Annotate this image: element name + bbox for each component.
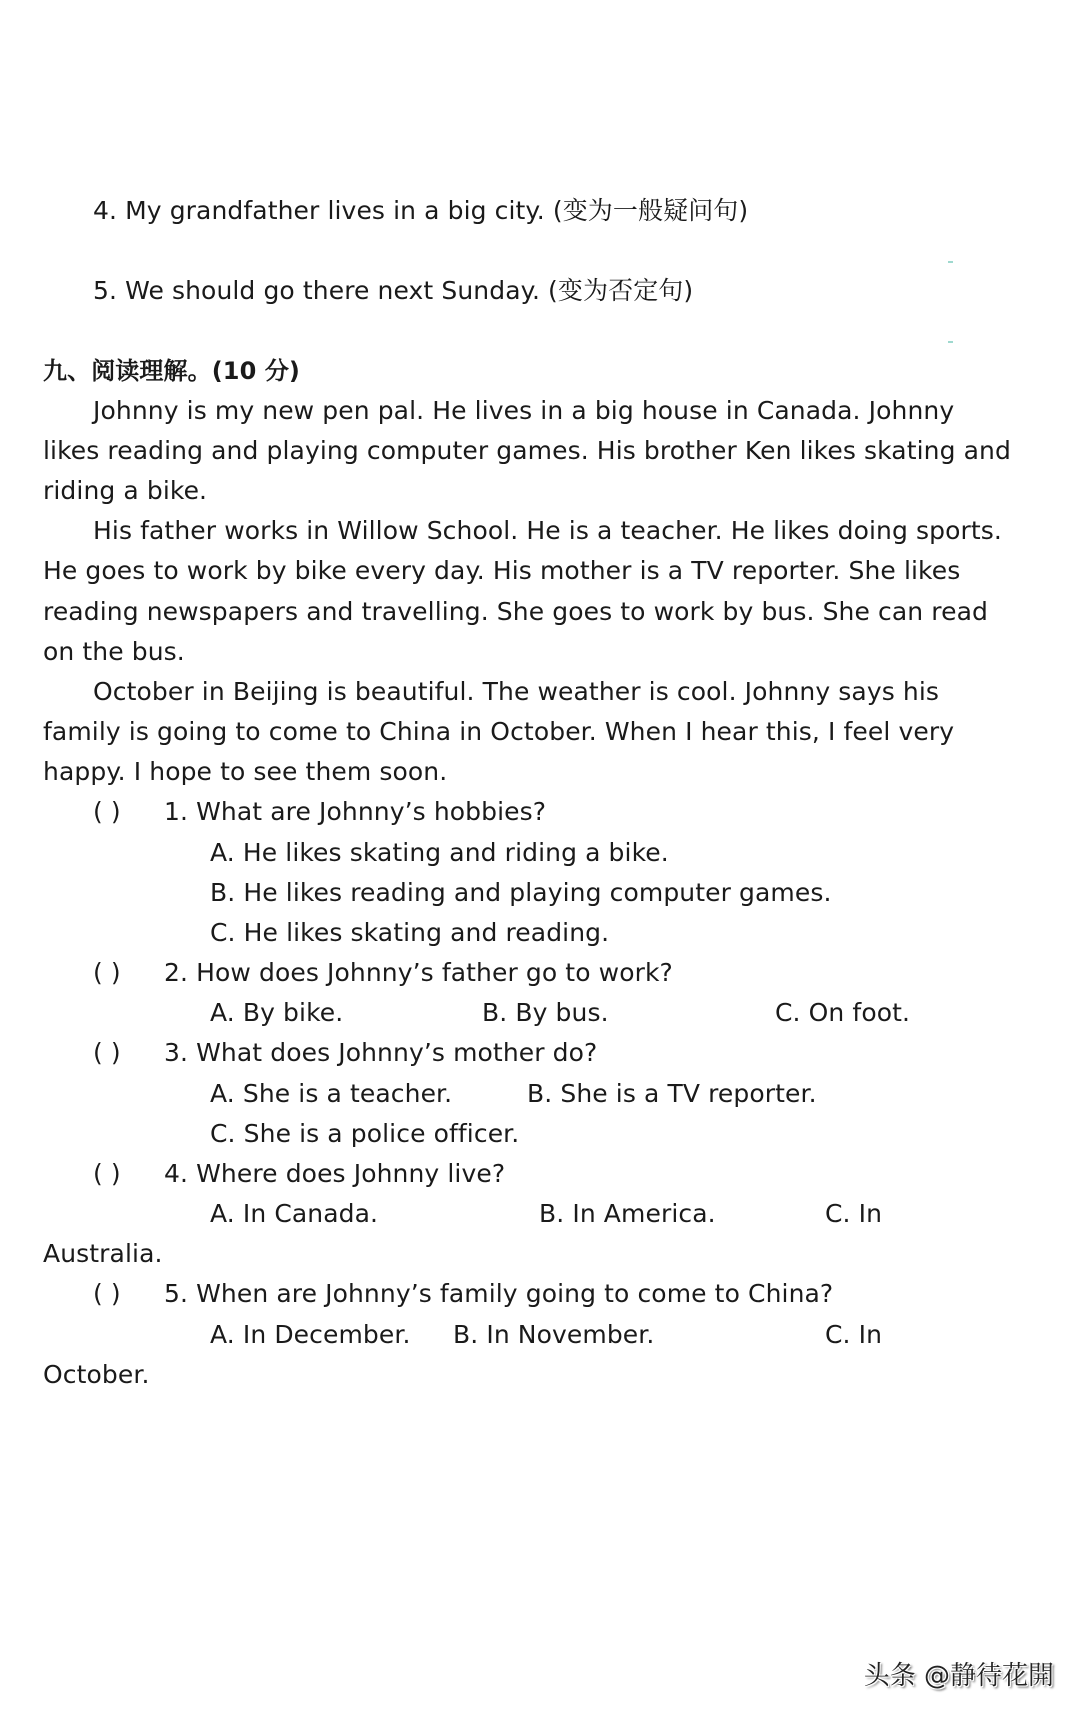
passage-line: likes reading and playing computer games. His brother Ken likes skating and [43,436,1011,465]
q2-option-a: A. By bike. [210,998,344,1027]
passage-line: riding a bike. [43,476,208,505]
passage-line: October in Beijing is beautiful. The weather is cool. Johnny says his [93,677,940,706]
answer-blank-1[interactable]: ( ) [93,797,121,826]
answer-blank-5[interactable]: ( ) [93,1279,121,1308]
passage-line: happy. I hope to see them soon. [43,757,448,786]
q3-option-b: B. She is a TV reporter. [527,1079,817,1108]
q4-option-b: B. In America. [539,1199,716,1228]
q4-option-c-wrap: Australia. [43,1239,163,1268]
question-3: 3. What does Johnny’s mother do? [164,1038,598,1067]
passage-line: He goes to work by bike every day. His mother is a TV reporter. She likes [43,556,961,585]
question-4: 4. Where does Johnny live? [164,1159,506,1188]
q5-option-a: A. In December. [210,1320,411,1349]
passage-line: reading newspapers and travelling. She goes to work by bus. She can read [43,597,988,626]
q4-option-c: C. In [825,1199,883,1228]
scan-mark [948,261,953,263]
answer-blank-4[interactable]: ( ) [93,1159,121,1188]
q5-option-b: B. In November. [453,1320,655,1349]
question-5: 5. When are Johnny’s family going to come to China? [164,1279,834,1308]
q3-option-c: C. She is a police officer. [210,1119,520,1148]
passage-line: Johnny is my new pen pal. He lives in a big house in Canada. Johnny [93,396,955,425]
passage-line: on the bus. [43,637,185,666]
q2-option-c: C. On foot. [775,998,911,1027]
answer-blank-3[interactable]: ( ) [93,1038,121,1067]
q1-option-a: A. He likes skating and riding a bike. [210,838,669,867]
q3-option-a: A. She is a teacher. [210,1079,453,1108]
q5-option-c: C. In [825,1320,883,1349]
scan-mark [948,341,953,343]
question-1: 1. What are Johnny’s hobbies? [164,797,547,826]
section-heading-reading: 九、阅读理解。(10 分) [43,357,300,385]
passage-line: His father works in Willow School. He is a teacher. He likes doing sports. [93,516,1002,545]
transform-item-5: 5. We should go there next Sunday. (变为否定句) [93,276,694,305]
question-2: 2. How does Johnny’s father go to work? [164,958,673,987]
q1-option-c: C. He likes skating and reading. [210,918,610,947]
q1-option-b: B. He likes reading and playing computer games. [210,878,832,907]
q4-option-a: A. In Canada. [210,1199,379,1228]
passage-line: family is going to come to China in October. When I hear this, I feel very [43,717,955,746]
q2-option-b: B. By bus. [482,998,609,1027]
source-watermark: 头条 @静待花開 [863,1661,1054,1691]
answer-blank-2[interactable]: ( ) [93,958,121,987]
q5-option-c-wrap: October. [43,1360,150,1389]
transform-item-4: 4. My grandfather lives in a big city. (变为一般疑问句) [93,196,749,225]
